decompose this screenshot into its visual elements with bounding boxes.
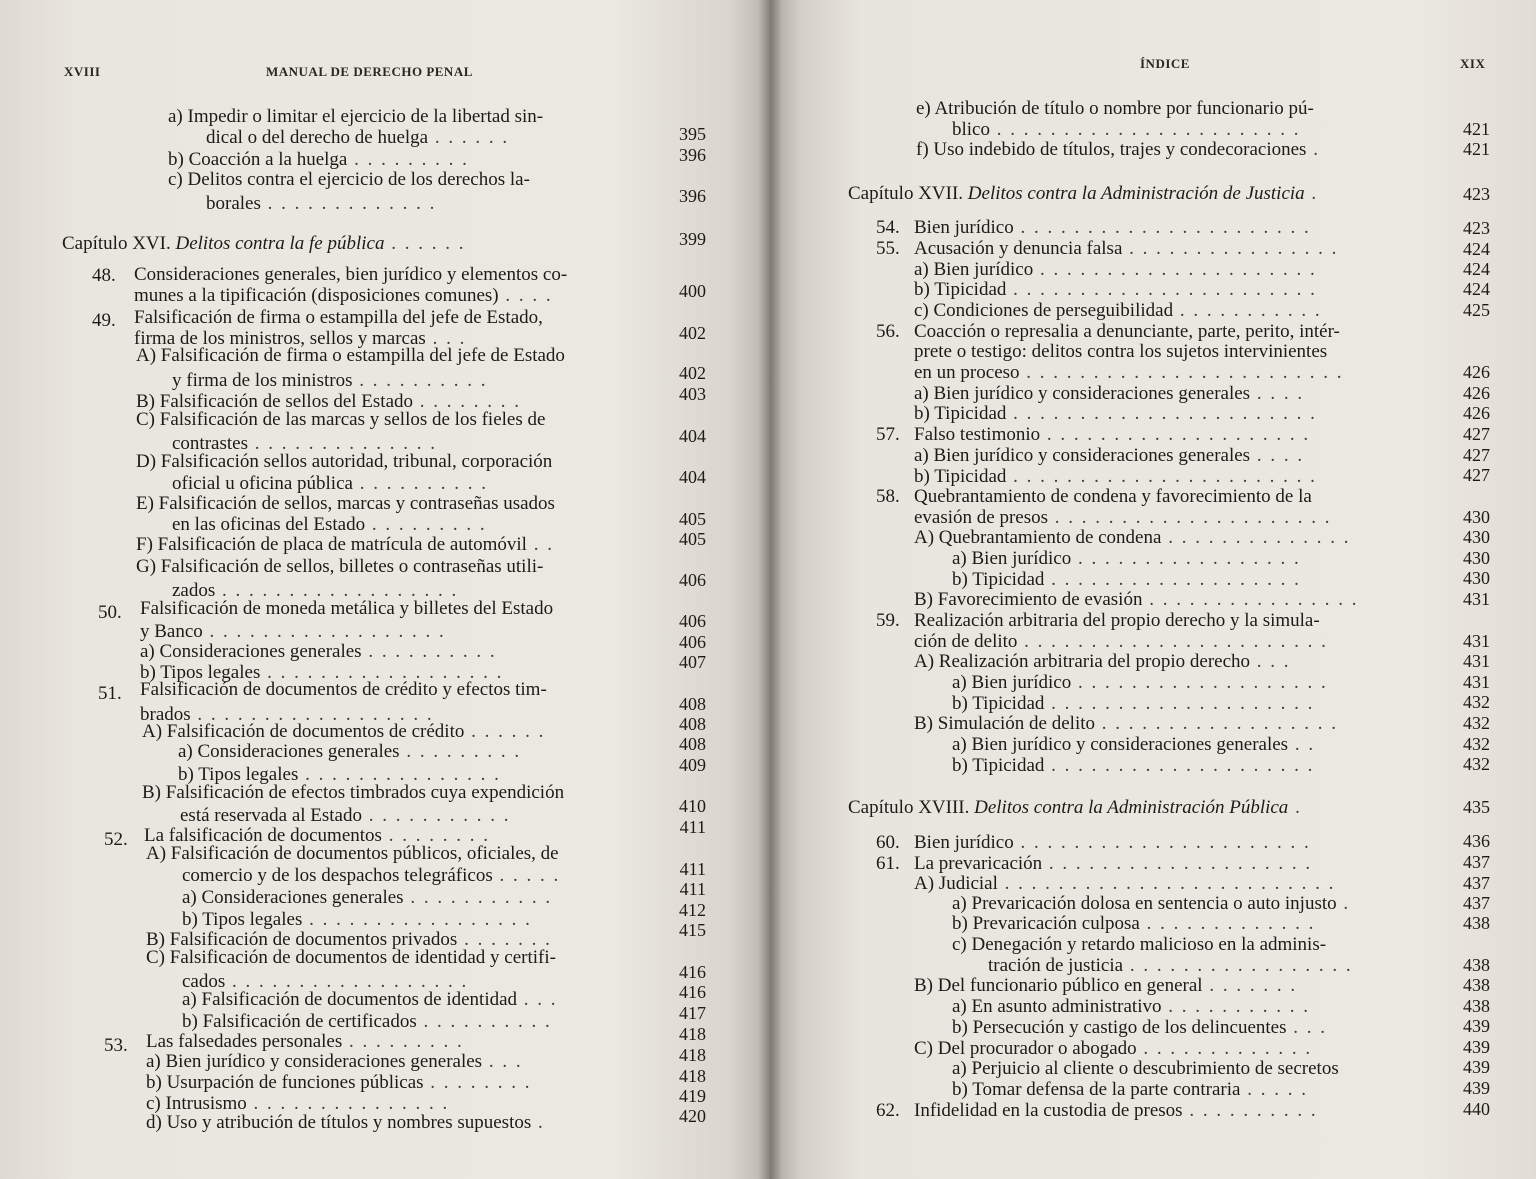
toc-entry: b) Tipicidad . . . . . . . . . . . . . . . . . . . . . . . [914,279,1317,300]
toc-entry: a) Bien jurídico . . . . . . . . . . . . . . . . . . . . . [914,259,1317,280]
chapter-heading: Capítulo XVI. Delitos contra la fe pública . . . . . . [62,233,466,254]
toc-page-number: 427 [1463,445,1490,465]
toc-page-number: 430 [1463,548,1490,568]
toc-entry: A) Realización arbitraria del propio derecho . . . [914,651,1291,672]
toc-page-number: 420 [679,1106,706,1126]
toc-entry: f) Uso indebido de títulos, trajes y condecoraciones . [916,139,1320,160]
toc-entry: tración de justicia . . . . . . . . . . . . . . . . . [988,955,1353,976]
toc-entry: zados . . . . . . . . . . . . . . . . . . [172,580,459,601]
toc-page-number: 410 [679,796,706,816]
toc-page-number: 411 [679,879,706,899]
toc-page-number: 396 [679,186,706,206]
toc-entry: c) Delitos contra el ejercicio de los derechos la- [168,169,530,190]
toc-page-number: 399 [679,229,706,249]
toc-entry: comercio y de los despachos telegráficos . . . . . [182,865,561,886]
toc-page-number: 418 [679,1066,706,1086]
toc-page-number: 439 [1463,1037,1490,1057]
toc-entry: B) Del funcionario público en general . . . . . . . [914,975,1298,996]
section-number: 52. [104,829,128,850]
toc-entry: c) Denegación y retardo malicioso en la adminis- [952,934,1327,955]
toc-entry: A) Falsificación de documentos de crédito . . . . . . [142,721,546,742]
toc-entry: B) Favorecimiento de evasión . . . . . . . . . . . . . . . . [914,589,1359,610]
toc-entry: a) Falsificación de documentos de identidad . . . [182,989,558,1010]
toc-page-number: 438 [1463,955,1490,975]
section-number: 49. [92,310,116,331]
toc-page-number: 407 [679,652,706,672]
toc-page-number: 395 [679,124,706,144]
toc-page-number: 430 [1463,568,1490,588]
section-number: 61. [876,853,900,874]
section-number: 48. [92,265,116,286]
toc-entry: B) Falsificación de documentos privados . . . . . . . [146,929,552,950]
toc-entry: a) Impedir o limitar el ejercicio de la libertad sin- [168,106,544,127]
toc-entry: Acusación y denuncia falsa . . . . . . . . . . . . . . . . [914,238,1339,259]
toc-page-number: 430 [1463,527,1490,547]
toc-entry: a) Bien jurídico y consideraciones generales . . . [146,1051,523,1072]
toc-entry: e) Atribución de título o nombre por funcionario pú- [916,98,1314,119]
toc-page-number: 408 [679,714,706,734]
toc-entry: b) Coacción a la huelga . . . . . . . . . [168,149,469,170]
toc-entry: B) Falsificación de sellos del Estado . . . . . . . . [136,391,522,412]
toc-entry: Quebrantamiento de condena y favorecimiento de la [914,486,1312,507]
toc-entry: b) Tipicidad . . . . . . . . . . . . . . . . . . . [952,569,1301,590]
toc-page-number: 411 [679,817,706,837]
chapter-heading: Capítulo XVII. Delitos contra la Administración de Justicia . [848,183,1319,204]
toc-page-number: 427 [1463,465,1490,485]
toc-entry: a) Perjuicio al cliente o descubrimiento de secretos [952,1058,1339,1079]
toc-page-number: 424 [1463,239,1490,259]
toc-page-number: 421 [1463,119,1490,139]
book-gutter-shadow [758,0,782,1179]
toc-entry: firma de los ministros, sellos y marcas . . . [134,328,467,349]
toc-entry: en un proceso . . . . . . . . . . . . . . . . . . . . . . . . [914,362,1344,383]
toc-page-number: 435 [1463,797,1490,817]
toc-page-number: 423 [1463,184,1490,204]
toc-entry: Bien jurídico . . . . . . . . . . . . . . . . . . . . . . [914,832,1311,853]
section-number: 59. [876,610,900,631]
toc-entry: a) Consideraciones generales . . . . . . . . . [178,741,522,762]
left-page-number: XVIII [64,64,101,79]
toc-page-number: 411 [679,859,706,879]
toc-entry: A) Falsificación de documentos públicos, oficiales, de [146,843,559,864]
toc-page-number: 431 [1463,631,1490,651]
toc-page-number: 405 [679,509,706,529]
toc-entry: dical o del derecho de huelga . . . . . . [206,127,510,148]
toc-page-number: 431 [1463,651,1490,671]
section-number: 53. [104,1035,128,1056]
toc-page-number: 438 [1463,975,1490,995]
toc-page-number: 437 [1463,852,1490,872]
toc-entry: cados . . . . . . . . . . . . . . . . . . [182,971,469,992]
section-number: 55. [876,238,900,259]
toc-entry: Infidelidad en la custodia de presos . . . . . . . . . . [914,1100,1318,1121]
toc-entry: La prevaricación . . . . . . . . . . . . . . . . . . . . [914,853,1313,874]
toc-entry: b) Falsificación de certificados . . . . . . . . . . [182,1011,552,1032]
toc-entry: c) Condiciones de perseguibilidad . . . . . . . . . . . [914,300,1322,321]
toc-entry: Falso testimonio . . . . . . . . . . . . . . . . . . . . [914,424,1311,445]
toc-page-number: 419 [679,1086,706,1106]
toc-entry: a) Prevaricación dolosa en sentencia o auto injusto . [952,893,1351,914]
toc-page-number: 437 [1463,873,1490,893]
section-number: 62. [876,1100,900,1121]
toc-entry: a) Bien jurídico . . . . . . . . . . . . . . . . . [952,548,1301,569]
toc-entry: Coacción o represalia a denunciante, parte, perito, intér- [914,321,1340,342]
toc-page-number: 423 [1463,218,1490,238]
toc-page-number: 404 [679,426,706,446]
toc-entry: G) Falsificación de sellos, billetes o contraseñas utili- [136,556,544,577]
toc-entry: La falsificación de documentos . . . . . . . . [144,825,490,846]
toc-entry: b) Tipicidad . . . . . . . . . . . . . . . . . . . . [952,755,1315,776]
toc-entry: borales . . . . . . . . . . . . . [206,193,437,214]
toc-entry: ción de delito . . . . . . . . . . . . . . . . . . . . . . . [914,631,1328,652]
toc-entry: Falsificación de moneda metálica y billetes del Estado [140,598,554,619]
toc-entry: a) Consideraciones generales . . . . . . . . . . [140,641,497,662]
toc-page-number: 431 [1463,589,1490,609]
toc-entry: b) Tipicidad . . . . . . . . . . . . . . . . . . . . . . . [914,403,1317,424]
toc-entry: oficial u oficina pública . . . . . . . . . . [172,473,488,494]
section-number: 51. [98,683,122,704]
right-page-number: XIX [1460,56,1486,71]
toc-entry: D) Falsificación sellos autoridad, tribunal, corporación [136,451,553,472]
toc-entry: B) Simulación de delito . . . . . . . . . . . . . . . . . . [914,713,1339,734]
toc-page-number: 400 [679,281,706,301]
toc-page-number: 412 [679,900,706,920]
right-running-title: ÍNDICE [1140,56,1190,71]
toc-entry: brados . . . . . . . . . . . . . . . . . . [140,704,434,725]
toc-page-number: 421 [1463,139,1490,159]
toc-entry: b) Tipos legales . . . . . . . . . . . . . . . [178,764,501,785]
toc-entry: b) Tipos legales . . . . . . . . . . . . . . . . . . [140,662,504,683]
toc-entry: b) Usurpación de funciones públicas . . . . . . . . [146,1072,532,1093]
toc-page-number: 424 [1463,259,1490,279]
toc-entry: Consideraciones generales, bien jurídico y elementos co- [134,264,568,285]
toc-entry: a) Bien jurídico y consideraciones generales . . . . [914,445,1305,466]
right-page [770,0,1536,1179]
toc-entry: Bien jurídico . . . . . . . . . . . . . . . . . . . . . . [914,217,1311,238]
toc-page-number: 402 [679,363,706,383]
toc-entry: b) Prevaricación culposa . . . . . . . . . . . . . [952,913,1316,934]
section-number: 50. [98,602,122,623]
section-number: 58. [876,486,900,507]
toc-page-number: 409 [679,755,706,775]
toc-entry: está reservada al Estado . . . . . . . . . . . [180,805,511,826]
toc-entry: C) Falsificación de documentos de identidad y certifi- [146,947,556,968]
left-running-title: MANUAL DE DERECHO PENAL [266,64,473,79]
toc-page-number: 424 [1463,279,1490,299]
toc-entry: A) Judicial . . . . . . . . . . . . . . . . . . . . . . . . . [914,873,1336,894]
section-number: 56. [876,321,900,342]
toc-page-number: 396 [679,145,706,165]
toc-entry: y Banco . . . . . . . . . . . . . . . . . . [140,621,446,642]
toc-entry: a) Bien jurídico y consideraciones generales . . . . [914,383,1305,404]
toc-entry: en las oficinas del Estado . . . . . . . . . [172,514,487,535]
toc-entry: a) Bien jurídico . . . . . . . . . . . . . . . . . . . [952,672,1328,693]
toc-entry: E) Falsificación de sellos, marcas y contraseñas usados [136,493,555,514]
toc-page-number: 432 [1463,713,1490,733]
toc-entry: b) Tipicidad . . . . . . . . . . . . . . . . . . . . . . . [914,466,1317,487]
toc-page-number: 426 [1463,403,1490,423]
toc-page-number: 440 [1463,1099,1490,1119]
toc-entry: evasión de presos . . . . . . . . . . . . . . . . . . . . . [914,507,1332,528]
toc-entry: C) Falsificación de las marcas y sellos de los fieles de [136,409,546,430]
toc-page-number: 406 [679,632,706,652]
toc-page-number: 406 [679,611,706,631]
toc-entry: b) Persecución y castigo de los delincuentes . . . [952,1017,1328,1038]
toc-entry: Realización arbitraria del propio derecho y la simula- [914,610,1320,631]
toc-page-number: 431 [1463,672,1490,692]
toc-entry: A) Falsificación de firma o estampilla del jefe de Estado [136,345,565,366]
toc-page-number: 439 [1463,1016,1490,1036]
toc-entry: B) Falsificación de efectos timbrados cuya expendición [142,782,565,803]
chapter-heading: Capítulo XVIII. Delitos contra la Administración Pública . [848,797,1302,818]
toc-page-number: 436 [1463,831,1490,851]
toc-page-number: 439 [1463,1078,1490,1098]
toc-page-number: 439 [1463,1057,1490,1077]
toc-entry: Falsificación de documentos de crédito y efectos tim- [140,679,547,700]
toc-entry: A) Quebrantamiento de condena . . . . . . . . . . . . . . [914,527,1351,548]
toc-page-number: 418 [679,1024,706,1044]
toc-page-number: 408 [679,694,706,714]
toc-entry: y firma de los ministros . . . . . . . . . . [172,370,488,391]
toc-page-number: 425 [1463,300,1490,320]
toc-entry: b) Tomar defensa de la parte contraria . . . . . [952,1079,1308,1100]
toc-entry: b) Tipicidad . . . . . . . . . . . . . . . . . . . . [952,693,1315,714]
toc-page-number: 438 [1463,996,1490,1016]
toc-entry: a) Bien jurídico y consideraciones generales . . [952,734,1316,755]
toc-page-number: 404 [679,467,706,487]
toc-page-number: 416 [679,962,706,982]
toc-entry: blico . . . . . . . . . . . . . . . . . . . . . . . [952,119,1301,140]
toc-page-number: 405 [679,529,706,549]
section-number: 57. [876,424,900,445]
toc-page-number: 426 [1463,362,1490,382]
toc-entry: F) Falsificación de placa de matrícula de automóvil . . [136,534,554,555]
section-number: 54. [876,217,900,238]
toc-page-number: 432 [1463,754,1490,774]
toc-page-number: 402 [679,323,706,343]
toc-entry: b) Tipos legales . . . . . . . . . . . . . . . . . [182,909,532,930]
toc-page-number: 438 [1463,913,1490,933]
toc-page-number: 437 [1463,893,1490,913]
toc-entry: contrastes . . . . . . . . . . . . . . [172,433,437,454]
toc-entry: Falsificación de firma o estampilla del jefe de Estado, [134,307,543,328]
toc-entry: a) Consideraciones generales . . . . . . . . . . . [182,887,553,908]
toc-entry: prete o testigo: delitos contra los sujetos intervinientes [914,341,1328,362]
toc-page-number: 403 [679,384,706,404]
toc-entry: Las falsedades personales . . . . . . . . . [146,1031,464,1052]
toc-page-number: 406 [679,570,706,590]
toc-page-number: 418 [679,1045,706,1065]
toc-page-number: 432 [1463,734,1490,754]
toc-entry: d) Uso y atribución de títulos y nombres supuestos . [146,1112,545,1133]
toc-entry: a) En asunto administrativo . . . . . . . . . . . [952,996,1310,1017]
section-number: 60. [876,832,900,853]
toc-page-number: 408 [679,734,706,754]
toc-page-number: 415 [679,920,706,940]
toc-page-number: 432 [1463,692,1490,712]
toc-page-number: 426 [1463,383,1490,403]
toc-entry: c) Intrusismo . . . . . . . . . . . . . . . [146,1093,450,1114]
toc-entry: C) Del procurador o abogado . . . . . . . . . . . . . [914,1038,1313,1059]
toc-page-number: 430 [1463,507,1490,527]
toc-page-number: 427 [1463,424,1490,444]
toc-entry: munes a la tipificación (disposiciones comunes) . . . . [134,285,553,306]
toc-page-number: 417 [679,1003,706,1023]
toc-page-number: 416 [679,982,706,1002]
